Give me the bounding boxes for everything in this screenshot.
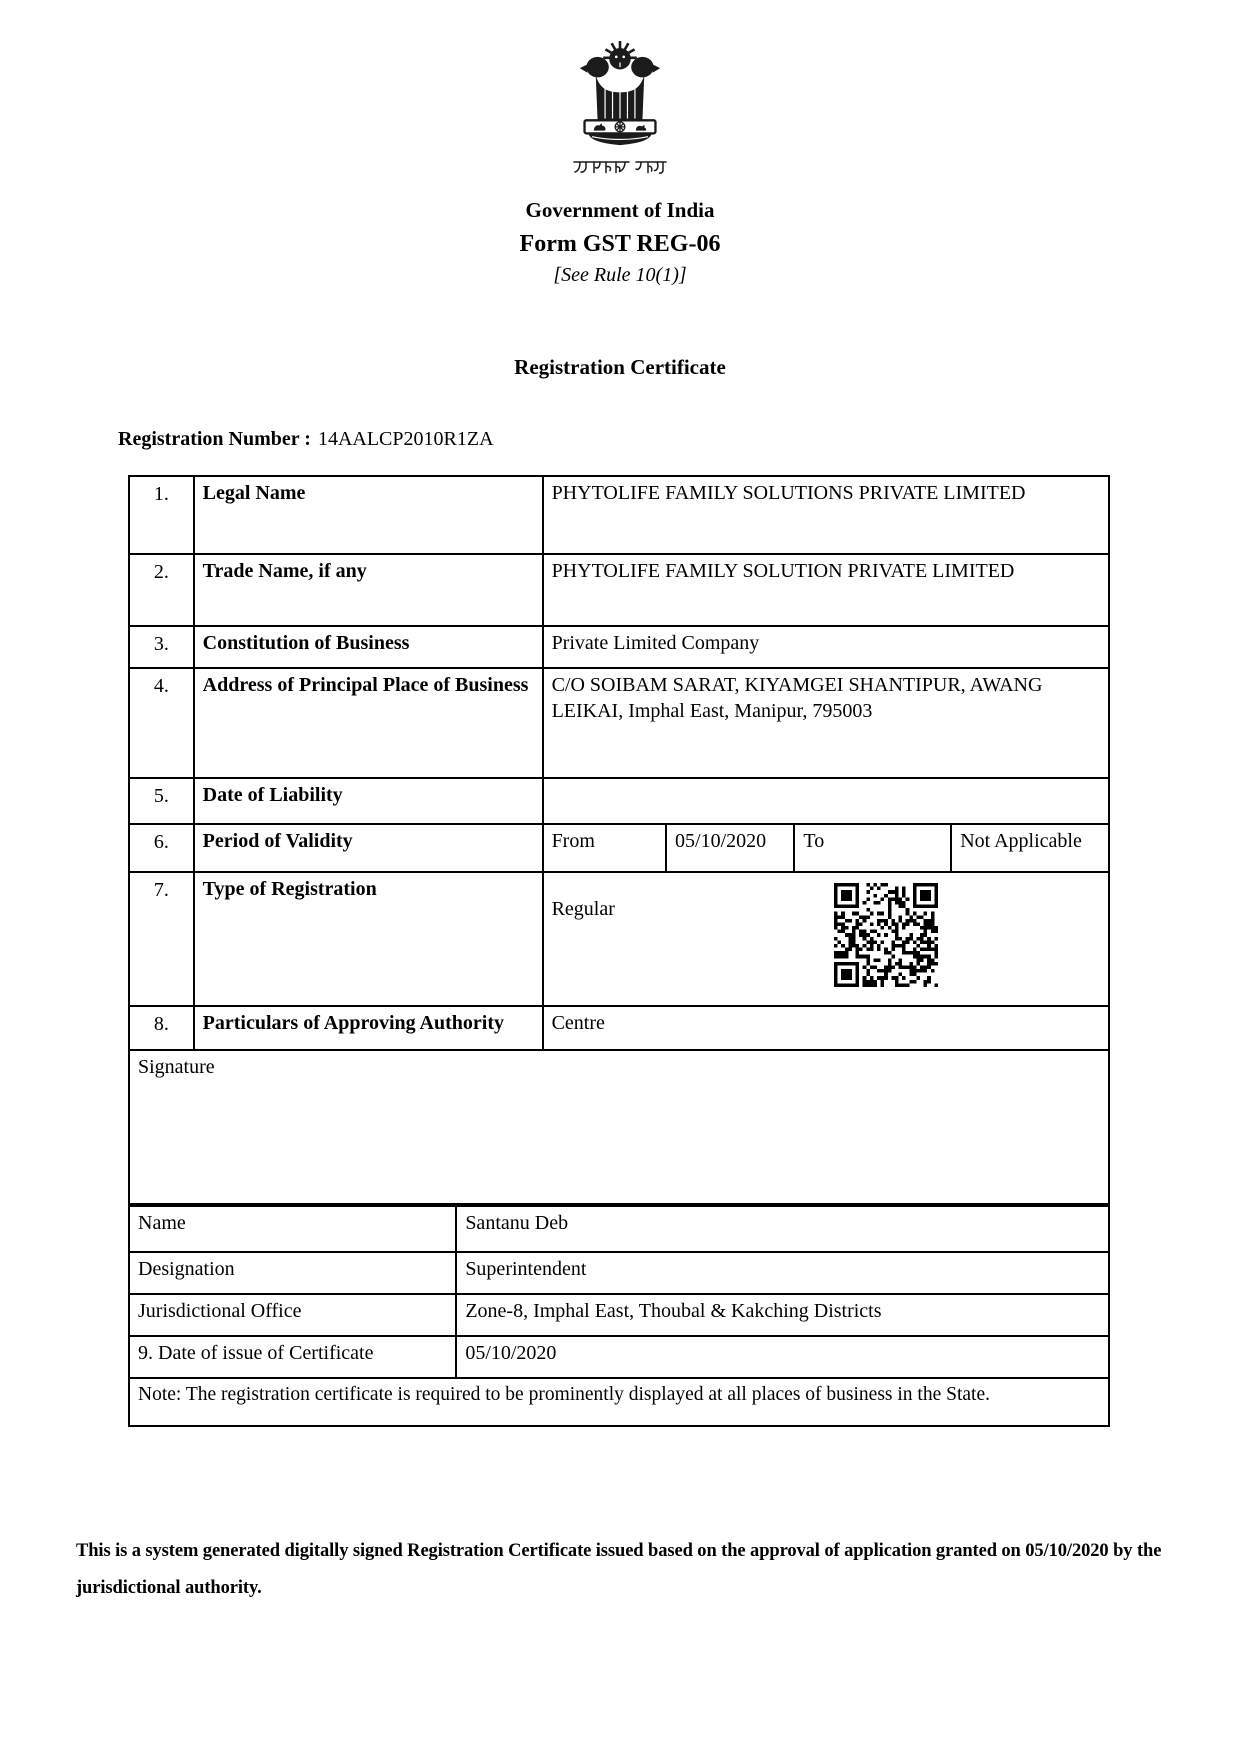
row-number: 7. — [129, 872, 194, 1006]
officer-designation-value: Superintendent — [456, 1252, 1109, 1294]
form-gst-reg-06-title: Form GST REG-06 — [519, 231, 721, 257]
type-of-registration-cell — [543, 872, 1109, 1006]
table-row-date-of-issue — [129, 1336, 1109, 1378]
row-number: 5. — [129, 778, 194, 824]
jurisdictional-office-label: Jurisdictional Office — [129, 1294, 456, 1336]
row-label: Legal Name — [194, 476, 543, 554]
rule-reference: [See Rule 10(1)] — [553, 264, 687, 286]
footer-declaration: This is a system generated digitally signed Registration Certificate issued based on the approval of application granted on 05/10/2020 by the jurisdictional authority. — [76, 1541, 1162, 1598]
row-label: Trade Name, if any — [194, 554, 543, 626]
officer-name-value: Santanu Deb — [456, 1206, 1109, 1252]
validity-from-value: 05/10/2020 — [666, 824, 794, 872]
row-number: 6. — [129, 824, 194, 872]
legal-name-value: PHYTOLIFE FAMILY SOLUTIONS PRIVATE LIMITED — [543, 476, 1109, 554]
government-of-india-title: Government of India — [525, 198, 715, 222]
table-row-officer-designation — [129, 1252, 1109, 1294]
registration-number-value: 14AALCP2010R1ZA — [317, 428, 494, 450]
row-label: Address of Principal Place of Business — [194, 668, 543, 778]
row-number: 2. — [129, 554, 194, 626]
address-value: C/O SOIBAM SARAT, KIYAMGEI SHANTIPUR, AWANG LEIKAI, Imphal East, Manipur, 795003 — [543, 668, 1109, 778]
trade-name-value: PHYTOLIFE FAMILY SOLUTION PRIVATE LIMITED — [543, 554, 1109, 626]
row-number: 3. — [129, 626, 194, 668]
row-label: Period of Validity — [194, 824, 543, 872]
india-national-emblem-icon — [564, 38, 676, 176]
date-of-issue-value: 05/10/2020 — [456, 1336, 1109, 1378]
registration-number-label: Registration Number : — [118, 428, 311, 450]
table-row-period-of-validity — [129, 824, 1109, 872]
row-label: Type of Registration — [194, 872, 543, 1006]
table-row-address — [129, 668, 1109, 778]
date-of-issue-label: 9. Date of issue of Certificate — [129, 1336, 456, 1378]
row-label: Particulars of Approving Authority — [194, 1006, 543, 1050]
signature-cell: Signature — [129, 1050, 1109, 1204]
table-row-approving-authority — [129, 1006, 1109, 1050]
table-row-date-of-liability — [129, 778, 1109, 824]
jurisdictional-office-value: Zone-8, Imphal East, Thoubal & Kakching Districts — [456, 1294, 1109, 1336]
row-number: 8. — [129, 1006, 194, 1050]
table-row-trade-name — [129, 554, 1109, 626]
registration-type-value: Regular — [551, 898, 615, 920]
officer-designation-label: Designation — [129, 1252, 456, 1294]
satyameva-jayate-motto — [564, 158, 676, 176]
row-label: Constitution of Business — [194, 626, 543, 668]
document-header — [0, 0, 1240, 288]
row-number: 1. — [129, 476, 194, 554]
registration-number-line — [118, 427, 1240, 452]
certificate-table — [128, 475, 1110, 1427]
constitution-value: Private Limited Company — [543, 626, 1109, 668]
dharma-chakra-icon — [615, 122, 625, 132]
note-text: Note: The registration certificate is required to be prominently displayed at all places of business in the State. — [129, 1378, 1109, 1426]
date-of-liability-value — [543, 778, 1109, 824]
table-row-signature — [129, 1050, 1109, 1204]
qr-code — [834, 883, 938, 987]
table-row-constitution — [129, 626, 1109, 668]
details-table — [128, 475, 1110, 1205]
table-row-legal-name — [129, 476, 1109, 554]
officer-name-label: Name — [129, 1206, 456, 1252]
table-row-jurisdictional-office — [129, 1294, 1109, 1336]
row-number: 4. — [129, 668, 194, 778]
officer-table — [128, 1205, 1110, 1427]
validity-to-value: Not Applicable — [951, 824, 1109, 872]
approving-authority-value: Centre — [543, 1006, 1109, 1050]
row-label: Date of Liability — [194, 778, 543, 824]
certificate-title: Registration Certificate — [514, 355, 726, 379]
table-row-note — [129, 1378, 1109, 1426]
validity-from-label: From — [543, 824, 666, 872]
table-row-officer-name — [129, 1206, 1109, 1252]
table-row-type-of-registration — [129, 872, 1109, 1006]
validity-to-label: To — [794, 824, 951, 872]
